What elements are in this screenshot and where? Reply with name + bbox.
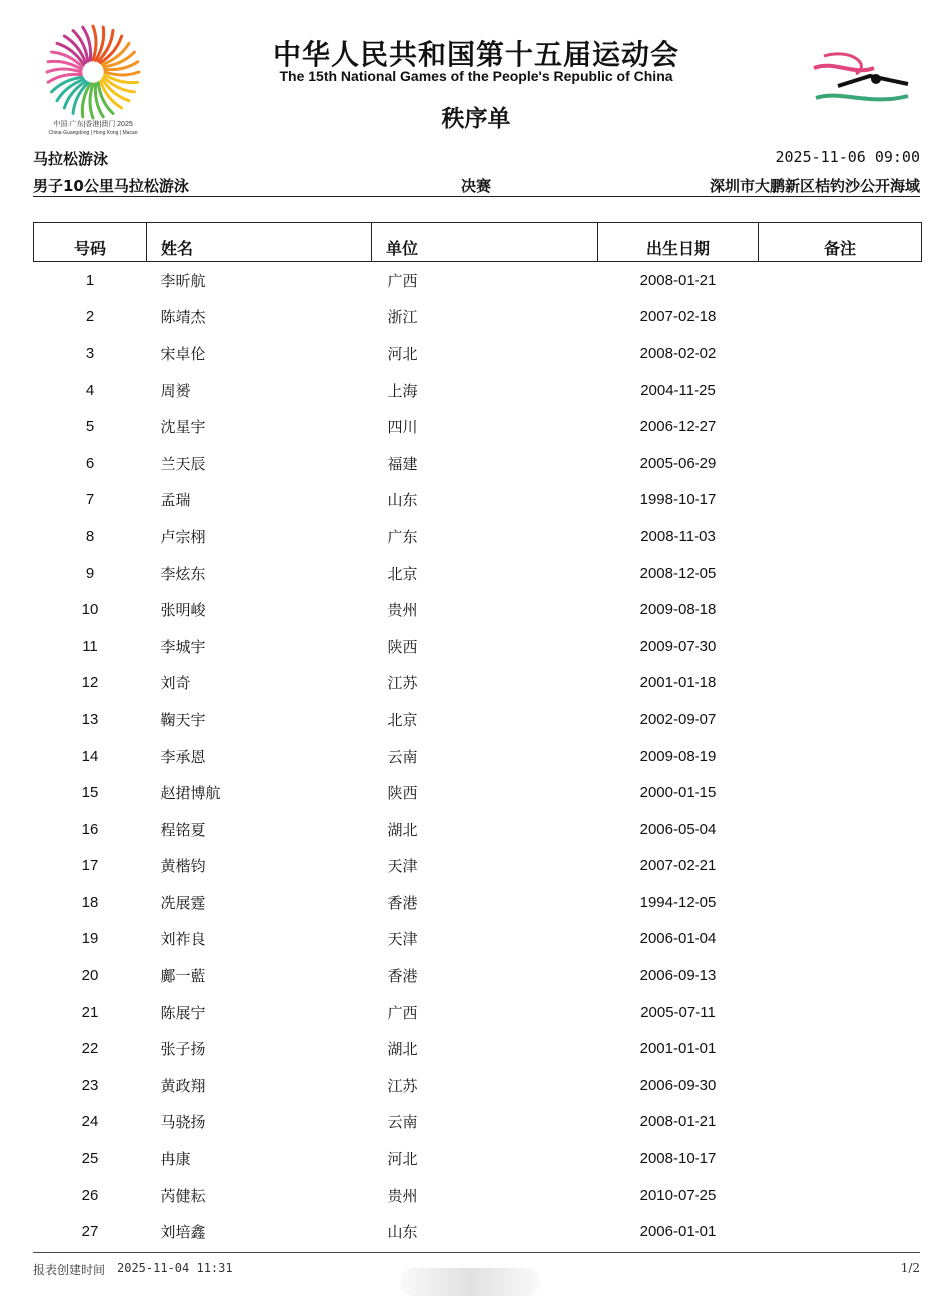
table-row (34, 262, 922, 299)
cell-name: 张子扬 (160, 1040, 206, 1059)
cell-unit: 广西 (387, 1003, 418, 1022)
table-row (34, 811, 922, 848)
cell-dob: 2008-12-05 (639, 564, 717, 582)
cell-remark (759, 1104, 922, 1141)
cell-unit: 陕西 (387, 784, 418, 803)
cell-unit: 上海 (387, 381, 418, 400)
cell-remark (759, 628, 922, 665)
cell-number: 4 (85, 381, 95, 399)
cell-remark (759, 335, 922, 372)
table-row (34, 408, 922, 445)
cell-dob: 2008-02-02 (639, 344, 717, 362)
cell-remark (759, 555, 922, 592)
cell-number: 26 (81, 1186, 99, 1204)
event-datetime: 2025-11-06 09:00 (775, 148, 920, 166)
cell-number: 6 (85, 454, 95, 472)
cell-name: 沈星宇 (160, 418, 206, 437)
table-row (34, 555, 922, 592)
cell-remark (759, 884, 922, 921)
event-meta-line-1 (33, 148, 920, 170)
cell-remark (759, 957, 922, 994)
table-header-row (34, 223, 922, 262)
header-remark: 备注 (759, 223, 922, 262)
games-title-cn: 中华人民共和国第十五届运动会 (272, 38, 679, 71)
table-row (34, 701, 922, 738)
cell-number: 11 (82, 637, 98, 655)
cell-remark (759, 701, 922, 738)
cell-number: 3 (85, 344, 95, 362)
cell-number: 23 (81, 1076, 99, 1094)
cell-remark (759, 774, 922, 811)
cell-name: 鞠天宇 (160, 710, 206, 729)
cell-number: 2 (85, 308, 95, 326)
table-row (34, 994, 922, 1031)
table-row (34, 591, 922, 628)
cell-number: 15 (81, 784, 99, 802)
table-row (34, 299, 922, 336)
cell-name: 芮健耘 (160, 1186, 206, 1205)
cell-name: 宋卓伦 (160, 344, 206, 363)
table-row (34, 628, 922, 665)
games-title-en: The 15th National Games of the People's Republic of China (279, 68, 673, 84)
cell-remark (759, 482, 922, 519)
footer-divider (33, 1252, 920, 1253)
games-emblem (38, 20, 148, 138)
emblem-petal (105, 72, 139, 75)
cell-number: 24 (81, 1113, 99, 1131)
cell-remark (759, 811, 922, 848)
table-row (34, 482, 922, 519)
created-timestamp: 2025-11-04 11:31 (117, 1261, 233, 1275)
watermark (400, 1268, 540, 1296)
cell-name: 孟瑞 (160, 491, 191, 510)
table-row (34, 848, 922, 885)
cell-unit: 云南 (387, 1113, 418, 1132)
cell-number: 27 (81, 1223, 99, 1241)
emblem-petal (47, 69, 81, 72)
cell-unit: 北京 (387, 710, 418, 729)
cell-dob: 2001-01-18 (639, 674, 717, 692)
start-list-table (33, 222, 922, 1250)
cell-remark (759, 921, 922, 958)
table-row (34, 445, 922, 482)
header-unit: 单位 (372, 223, 598, 262)
cell-dob: 1998-10-17 (639, 491, 717, 509)
table-row (34, 1140, 922, 1177)
emblem-petal (93, 26, 96, 60)
cell-number: 16 (81, 820, 99, 838)
cell-unit: 贵州 (387, 601, 418, 620)
cell-unit: 江苏 (387, 674, 418, 693)
cell-dob: 2006-12-27 (639, 418, 717, 436)
cell-remark (759, 848, 922, 885)
cell-number: 8 (85, 527, 95, 545)
table-row (34, 921, 922, 958)
cell-number: 12 (81, 674, 99, 692)
cell-unit: 福建 (387, 454, 418, 473)
swimmer-icon (810, 46, 914, 108)
cell-dob: 2007-02-18 (639, 308, 717, 326)
header-divider (33, 196, 920, 197)
event-meta-line-2 (33, 175, 920, 197)
cell-unit: 云南 (387, 747, 418, 766)
cell-name: 冼展霆 (160, 893, 206, 912)
table-row (34, 665, 922, 702)
marathon-swimming-pictogram (810, 46, 914, 108)
table-row (34, 1104, 922, 1141)
cell-number: 22 (81, 1040, 99, 1058)
cell-remark (759, 738, 922, 775)
cell-dob: 2006-01-04 (639, 930, 717, 948)
cell-name: 卢宗栩 (160, 527, 206, 546)
cell-name: 马骁扬 (160, 1113, 206, 1132)
cell-number: 10 (81, 601, 99, 619)
table-row (34, 372, 922, 409)
cell-unit: 山东 (387, 491, 418, 510)
table-row (34, 335, 922, 372)
cell-name: 刘祚良 (160, 930, 206, 949)
discipline-name: 男子10公里马拉松游泳 (33, 177, 189, 195)
cell-dob: 2007-02-21 (639, 857, 717, 875)
cell-remark (759, 299, 922, 336)
emblem-caption-cn: 中国·广东|香港|澳门 2025 (53, 121, 133, 128)
cell-unit: 湖北 (387, 820, 418, 839)
cell-dob: 2002-09-07 (639, 710, 717, 728)
cell-name: 黄楷钧 (160, 857, 206, 876)
cell-dob: 2009-08-19 (639, 747, 717, 765)
cell-name: 刘奇 (160, 674, 191, 693)
cell-name: 李昕航 (160, 271, 206, 290)
cell-dob: 2010-07-25 (639, 1186, 717, 1204)
cell-unit: 广东 (387, 527, 418, 546)
cell-dob: 2008-01-21 (639, 1113, 717, 1131)
cell-number: 21 (81, 1003, 99, 1021)
cell-unit: 天津 (387, 930, 418, 949)
cell-remark (759, 445, 922, 482)
page-number: 1/2 (900, 1261, 920, 1275)
cell-unit: 山东 (387, 1223, 418, 1242)
cell-dob: 2008-10-17 (639, 1150, 717, 1168)
table-body (34, 262, 922, 1251)
cell-name: 陈展宁 (160, 1003, 206, 1022)
cell-name: 黄政翔 (160, 1076, 206, 1095)
cell-dob: 2006-09-13 (639, 967, 717, 985)
cell-dob: 2006-09-30 (639, 1076, 717, 1094)
cell-remark (759, 1030, 922, 1067)
cell-number: 5 (85, 418, 95, 436)
table-row (34, 1067, 922, 1104)
table-row (34, 1030, 922, 1067)
cell-remark (759, 372, 922, 409)
cell-dob: 2001-01-01 (639, 1040, 717, 1058)
header-dob: 出生日期 (598, 223, 759, 262)
created-label: 报表创建时间 (33, 1263, 106, 1277)
header-name: 姓名 (147, 223, 372, 262)
cell-dob: 2006-05-04 (639, 820, 717, 838)
cell-number: 9 (85, 564, 95, 582)
document-title: 秩序单 (441, 106, 511, 132)
emblem-petal (90, 84, 93, 118)
cell-number: 19 (81, 930, 99, 948)
cell-name: 李炫东 (160, 564, 206, 583)
cell-unit: 湖北 (387, 1040, 418, 1059)
cell-name: 张明峻 (160, 601, 206, 620)
cell-number: 25 (81, 1150, 99, 1168)
cell-unit: 江苏 (387, 1076, 418, 1095)
table-row (34, 518, 922, 555)
table-row (34, 1213, 922, 1250)
cell-name: 鄺一藍 (160, 967, 206, 986)
cell-remark (759, 1213, 922, 1250)
cell-name: 赵捃博航 (160, 784, 221, 803)
cell-dob: 2004-11-25 (640, 381, 716, 399)
cell-dob: 2005-07-11 (640, 1003, 716, 1021)
cell-unit: 陕西 (387, 637, 418, 656)
cell-number: 18 (81, 893, 99, 911)
cell-number: 14 (81, 747, 99, 765)
cell-remark (759, 665, 922, 702)
cell-remark (759, 994, 922, 1031)
cell-number: 7 (85, 491, 95, 509)
table-row (34, 957, 922, 994)
cell-remark (759, 1140, 922, 1177)
cell-unit: 天津 (387, 857, 418, 876)
cell-unit: 北京 (387, 564, 418, 583)
cell-dob: 2009-07-30 (639, 637, 717, 655)
cell-unit: 河北 (387, 344, 418, 363)
venue-name: 深圳市大鹏新区桔钓沙公开海域 (709, 177, 920, 195)
cell-dob: 2008-01-21 (639, 271, 717, 289)
cell-remark (759, 262, 922, 299)
emblem-caption-en: China·Guangdong | Hong Kong | Macao (48, 130, 138, 136)
cell-unit: 香港 (387, 967, 418, 986)
cell-name: 李城宇 (160, 637, 206, 656)
round-name: 决赛 (461, 177, 492, 195)
cell-unit: 贵州 (387, 1186, 418, 1205)
cell-unit: 河北 (387, 1150, 418, 1169)
cell-dob: 2000-01-15 (639, 784, 717, 802)
cell-dob: 2008-11-03 (640, 527, 716, 545)
cell-remark (759, 1177, 922, 1214)
table-row (34, 1177, 922, 1214)
cell-number: 17 (81, 857, 99, 875)
cell-remark (759, 1067, 922, 1104)
table-row (34, 738, 922, 775)
cell-number: 1 (85, 271, 95, 289)
table-row (34, 774, 922, 811)
cell-name: 程铭夏 (160, 820, 206, 839)
cell-name: 刘培鑫 (160, 1223, 206, 1242)
header-number: 号码 (34, 223, 147, 262)
cell-unit: 四川 (387, 418, 418, 437)
cell-unit: 香港 (387, 893, 418, 912)
cell-remark (759, 408, 922, 445)
cell-name: 兰天辰 (160, 454, 206, 473)
cell-unit: 广西 (387, 271, 418, 290)
cell-dob: 2009-08-18 (639, 601, 717, 619)
cell-name: 周赟 (160, 381, 191, 400)
cell-dob: 2006-01-01 (639, 1223, 717, 1241)
cell-remark (759, 518, 922, 555)
cell-number: 13 (81, 710, 99, 728)
cell-name: 李承恩 (160, 747, 206, 766)
cell-number: 20 (81, 967, 99, 985)
cell-dob: 1994-12-05 (639, 893, 717, 911)
sport-name: 马拉松游泳 (33, 150, 109, 168)
table-row (34, 884, 922, 921)
cell-dob: 2005-06-29 (639, 454, 717, 472)
cell-name: 陈靖杰 (160, 308, 206, 327)
cell-unit: 浙江 (387, 308, 418, 327)
cell-name: 冉康 (160, 1150, 191, 1169)
cell-remark (759, 591, 922, 628)
games-emblem-icon (38, 20, 148, 120)
